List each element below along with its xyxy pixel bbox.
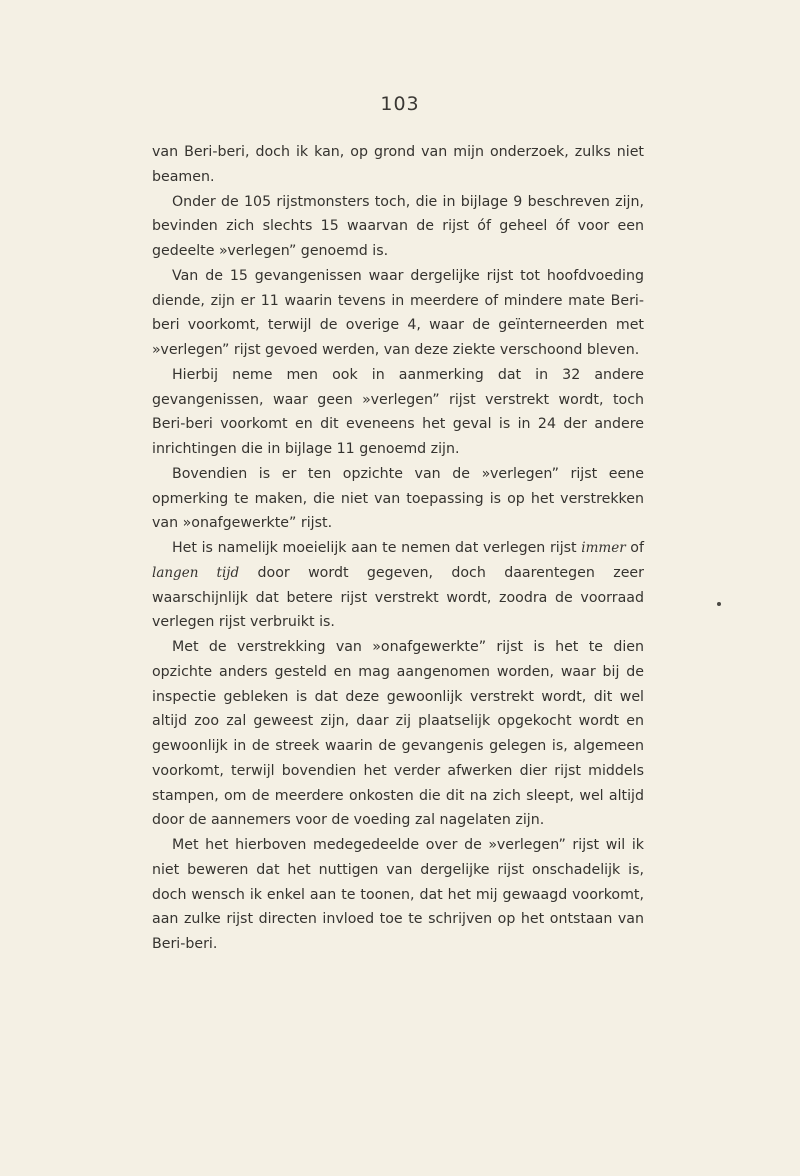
paragraph [152,190,644,264]
text-run: Van de 15 gevangenissen waar dergelijke rijst tot hoofdvoeding diende, zijn er 11 waarin tevens in meerdere of mindere mate Beri-beri voorkomt, terwijl de overige 4, waar de geïnterneerden met »verlegen” rijst gevoed werden, van deze ziekte verschoond bleven. [152,267,644,358]
text-run: Hierbij neme men ook in aanmerking dat in 32 andere gevangenissen, waar geen »verlegen” rijst verstrekt wordt, toch Beri-beri voorkomt en dit eveneens het geval is in 24 der andere inrichtingen die in bijlage 11 genoemd zijn. [152,366,644,457]
paragraph [152,635,644,833]
text-run: Het is namelijk moeielijk aan te nemen dat verlegen rijst [172,540,582,556]
text-run: Met het hierboven medegedeelde over de »verlegen” rijst wil ik niet beweren dat het nuttigen van dergelijke rijst onschadelijk is, doch wensch ik enkel aan te toonen, dat het mij gewaagd voorkomt, aan zulke rijst directen invloed toe te schrijven op het ontstaan van Beri-beri. [152,837,644,952]
body-text [152,140,644,957]
text-run: door wordt gegeven, doch daarentegen zeer waarschijnlijk dat betere rijst verstrekt wordt, zoodra de voorraad verlegen rijst verbruikt is. [152,564,644,631]
text-run: of [625,540,644,556]
italic-phrase: immer [581,540,626,556]
paragraph [152,833,644,957]
text-run: Bovendien is er ten opzichte van de »verlegen” rijst eene opmerking te maken, die niet van toepassing is op het verstrekken van »onafgewerkte” rijst. [152,465,644,532]
paragraph [152,536,644,635]
paragraph [152,264,644,363]
text-run: van Beri-beri, doch ik kan, op grond van mijn onderzoek, zulks niet beamen. [152,144,644,185]
text-run: Onder de 105 rijstmonsters toch, die in bijlage 9 beschreven zijn, bevinden zich slechts 15 waarvan de rijst óf geheel óf voor een gedeelte »verlegen” genoemd is. [152,193,644,259]
page-number: 103 [380,93,420,115]
italic-phrase: langen tijd [152,564,240,581]
paragraph [152,140,644,190]
paragraph [152,462,644,536]
paragraph [152,363,644,462]
text-run: Met de verstrekking van »onafgewerkte” rijst is het te dien opzichte anders gesteld en mag aangenomen worden, waar bij de inspectie gebleken is dat deze gewoonlijk verstrekt wordt, dit wel altijd zoo zal geweest zijn, daar zij plaatselijk opgekocht wordt en gewoonlijk in de streek waarin de gevangenis gelegen is, algemeen voorkomt, terwijl bovendien het verder afwerken dier rijst middels stampen, om de meerdere onkosten die dit na zich sleept, wel altijd door de aannemers voor de voeding zal nagelaten zijn. [152,639,644,829]
margin-speck [717,602,721,606]
